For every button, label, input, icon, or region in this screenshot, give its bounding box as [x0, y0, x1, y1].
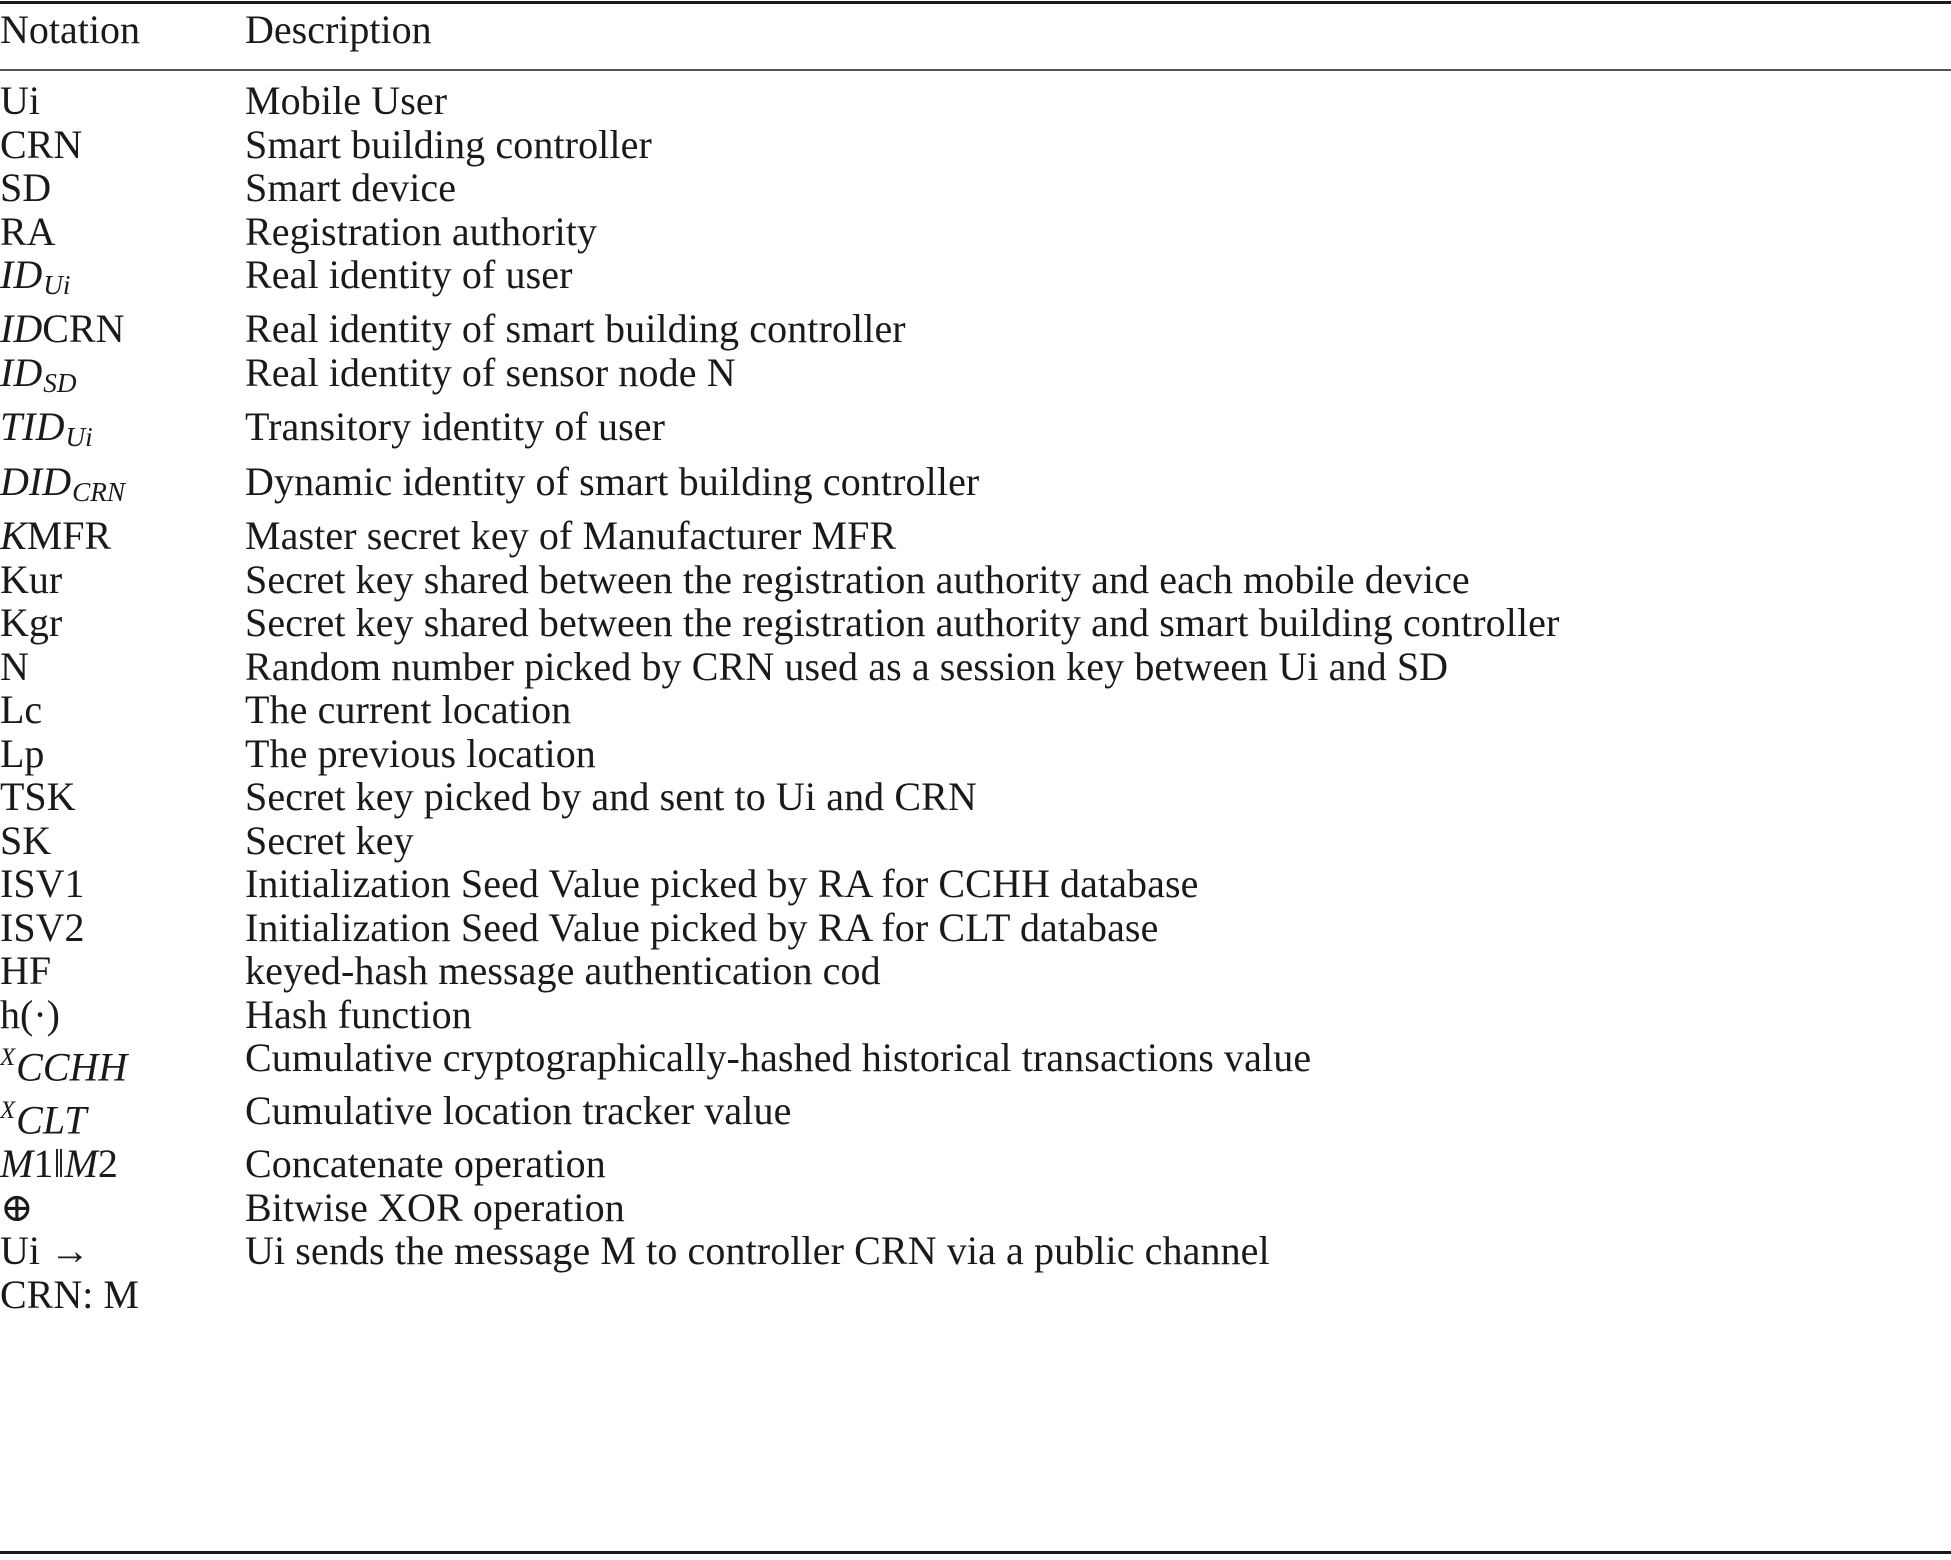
table-row	[0, 1186, 1951, 1230]
description-cell: Concatenate operation	[245, 1141, 606, 1187]
table-header	[0, 0, 1951, 69]
notation-line-1: Ui →	[0, 1228, 90, 1274]
notation-subscript: Ui	[43, 269, 71, 300]
description-cell: Smart device	[245, 165, 457, 210]
table-row	[0, 688, 1951, 732]
table-row	[0, 351, 1951, 405]
notation-cell: TSK	[0, 774, 76, 820]
description-cell: Mobile User	[245, 78, 448, 123]
description-cell: Real identity of sensor node N	[245, 349, 736, 395]
notation-superscript: X	[0, 1097, 16, 1125]
column-header-notation: Notation	[0, 7, 140, 52]
description-cell: Cumulative cryptographically-hashed historical transactions value	[245, 1035, 1312, 1081]
notation-cell: ISV1	[0, 861, 85, 907]
description-cell: The current location	[245, 687, 572, 733]
description-cell: Cumulative location tracker value	[245, 1088, 792, 1134]
notation-index-1: 1	[33, 1141, 54, 1187]
table-row	[0, 645, 1951, 689]
table-top-rule	[0, 1, 1951, 4]
notation-cell	[0, 1142, 245, 1186]
notation-subscript: Ui	[65, 422, 93, 453]
table-row	[0, 166, 1951, 210]
notation-cell: SK	[0, 817, 52, 863]
table-row	[0, 253, 1951, 307]
notation-operand-m2: M	[64, 1141, 98, 1187]
table-row	[0, 210, 1951, 254]
table-row	[0, 906, 1951, 950]
notation-cell	[0, 253, 245, 307]
notation-cell: Kgr	[0, 600, 63, 646]
description-cell: Real identity of smart building controller	[245, 306, 906, 352]
notation-cell	[0, 1036, 245, 1089]
notation-line-2: CRN: M	[0, 1271, 139, 1317]
notation-subscript: SD	[43, 367, 77, 398]
notation-operand-m1: M	[0, 1141, 34, 1187]
table-row	[0, 307, 1951, 351]
notation-cell: Kur	[0, 556, 63, 602]
table-row	[0, 862, 1951, 906]
notation-cell	[0, 514, 245, 558]
table-row	[0, 1229, 1951, 1316]
xor-icon: ⊕	[0, 1184, 34, 1230]
table-row	[0, 460, 1951, 514]
description-cell: Hash function	[245, 991, 472, 1037]
description-cell: Secret key shared between the registration authority and smart building controller	[245, 600, 1560, 646]
description-cell: Real identity of user	[245, 252, 573, 297]
description-cell: Master secret key of Manufacturer MFR	[245, 513, 897, 559]
description-cell: Smart building controller	[245, 121, 652, 167]
notation-cell	[0, 1229, 245, 1316]
description-cell: Bitwise XOR operation	[245, 1184, 625, 1230]
description-cell: keyed-hash message authentication cod	[245, 948, 881, 994]
notation-base: K	[0, 513, 27, 559]
description-cell: Random number picked by CRN used as a session key between Ui and SD	[245, 643, 1449, 689]
notation-cell: h(·)	[0, 991, 60, 1037]
notation-cell: CRN	[0, 121, 83, 167]
table-header-rule	[0, 69, 1951, 71]
table-row	[0, 732, 1951, 776]
notation-base: ID	[0, 349, 43, 395]
notation-base: DID	[0, 458, 72, 504]
column-header-description: Description	[245, 7, 432, 52]
table-row	[0, 514, 1951, 558]
description-cell: Dynamic identity of smart building controller	[245, 458, 980, 504]
table-row	[0, 601, 1951, 645]
table-row	[0, 1089, 1951, 1142]
description-cell: Registration authority	[245, 208, 598, 254]
notation-cell: Lc	[0, 687, 43, 733]
table-row	[0, 775, 1951, 819]
notation-base: TID	[0, 404, 65, 450]
notation-cell	[0, 1089, 245, 1142]
table-row	[0, 1036, 1951, 1089]
description-cell: Ui sends the message M to controller CRN via a public channel	[245, 1228, 1270, 1274]
notation-suffix: CRN	[42, 306, 125, 352]
notation-superscript: X	[0, 1044, 16, 1072]
notation-cell	[0, 351, 245, 405]
description-cell: Secret key shared between the registration authority and each mobile device	[245, 556, 1470, 602]
description-cell: Secret key picked by and sent to Ui and CRN	[245, 774, 977, 820]
table-body	[0, 69, 1951, 1316]
table-row	[0, 819, 1951, 863]
table-row	[0, 69, 1951, 123]
table-row	[0, 1142, 1951, 1186]
notation-base: CLT	[16, 1097, 87, 1143]
table-row	[0, 405, 1951, 459]
notation-cell: RA	[0, 208, 56, 254]
notation-base: ID	[0, 306, 43, 352]
concat-bar-icon: ‖	[53, 1141, 65, 1187]
notation-index-2: 2	[97, 1141, 118, 1187]
description-cell: The previous location	[245, 730, 596, 776]
table-row	[0, 949, 1951, 993]
notation-cell: HF	[0, 948, 52, 994]
notation-base: ID	[0, 252, 43, 297]
notation-cell: ISV2	[0, 904, 85, 950]
table-row	[0, 993, 1951, 1037]
table-header-row	[0, 0, 1951, 69]
notation-cell	[0, 307, 245, 351]
description-cell: Initialization Seed Value picked by RA for CCHH database	[245, 861, 1199, 907]
notation-cell: Lp	[0, 730, 45, 776]
notation-cell	[0, 405, 245, 459]
description-cell: Transitory identity of user	[245, 404, 666, 450]
description-cell: Secret key	[245, 817, 414, 863]
notation-subscript: CRN	[72, 476, 125, 507]
notation-cell: SD	[0, 165, 52, 210]
notation-suffix: MFR	[26, 513, 112, 559]
description-cell: Initialization Seed Value picked by RA for CLT database	[245, 904, 1159, 950]
notation-cell: N	[0, 643, 29, 689]
table-bottom-rule	[0, 1551, 1951, 1554]
notation-cell	[0, 460, 245, 514]
table-row	[0, 558, 1951, 602]
notation-cell: Ui	[0, 78, 40, 123]
notation-cell	[0, 1186, 245, 1230]
notation-base: CCHH	[16, 1044, 128, 1090]
table-row	[0, 123, 1951, 167]
